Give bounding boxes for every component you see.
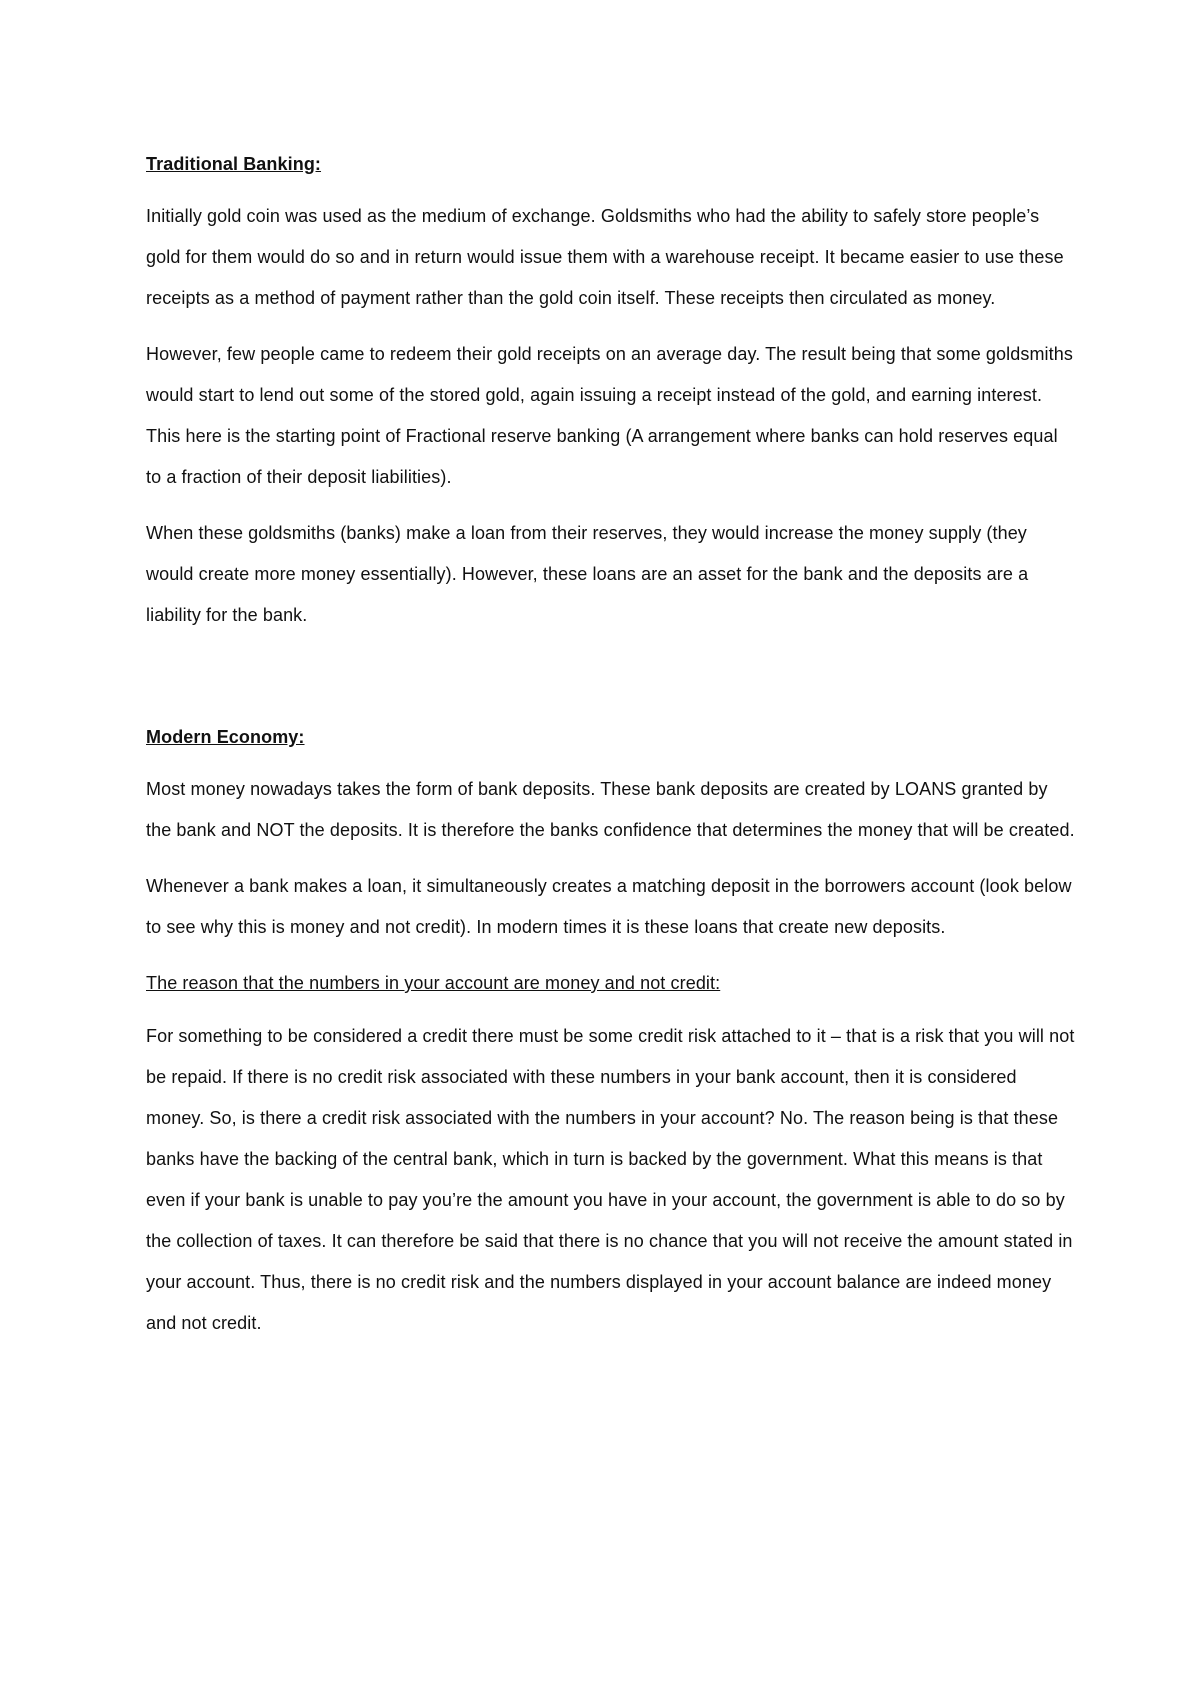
section-spacer <box>146 651 1076 717</box>
paragraph: Most money nowadays takes the form of bank deposits. These bank deposits are created by LOANS granted by the bank and NOT the deposits. It is therefore the banks confidence that determines the money that will be created. <box>146 779 1075 840</box>
paragraph: When these goldsmiths (banks) make a loan from their reserves, they would increase the money supply (they would create more money essentially). However, these loans are an asset for the bank and the deposits are a liability for the bank. <box>146 523 1029 625</box>
section-heading: Modern Economy: <box>146 727 305 747</box>
document-body <box>146 144 1076 1359</box>
section-traditional-banking <box>146 144 1076 636</box>
paragraph: For something to be considered a credit there must be some credit risk attached to it – that is a risk that you will not be repaid. If there is no credit risk associated with these numbers in your bank account, then it is considered money. So, is there a credit risk associated with the numbers in your account? No. The reason being is that these banks have the backing of the central bank, which in turn is backed by the government. What this means is that even if your bank is unable to pay you’re the amount you have in your account, the government is able to do so by the collection of taxes. It can therefore be said that there is no chance that you will not receive the amount stated in your account. Thus, there is no credit risk and the numbers displayed in your account balance are indeed money and not credit. <box>146 1026 1075 1333</box>
section-modern-economy <box>146 717 1076 1344</box>
paragraph: Initially gold coin was used as the medium of exchange. Goldsmiths who had the ability to safely store people’s gold for them would do so and in return would issue them with a warehouse receipt. It became easier to use these receipts as a method of payment rather than the gold coin itself. These receipts then circulated as money. <box>146 206 1064 308</box>
section-heading: Traditional Banking: <box>146 154 322 174</box>
paragraph: However, few people came to redeem their gold receipts on an average day. The result being that some goldsmiths would start to lend out some of the stored gold, again issuing a receipt instead of the gold, and earning interest. This here is the starting point of Fractional reserve banking (A arrangement where banks can hold reserves equal to a fraction of their deposit liabilities). <box>146 344 1073 487</box>
subsection-heading: The reason that the numbers in your account are money and not credit: <box>146 973 721 993</box>
paragraph: Whenever a bank makes a loan, it simultaneously creates a matching deposit in the borrowers account (look below to see why this is money and not credit). In modern times it is these loans that create new deposits. <box>146 876 1072 937</box>
